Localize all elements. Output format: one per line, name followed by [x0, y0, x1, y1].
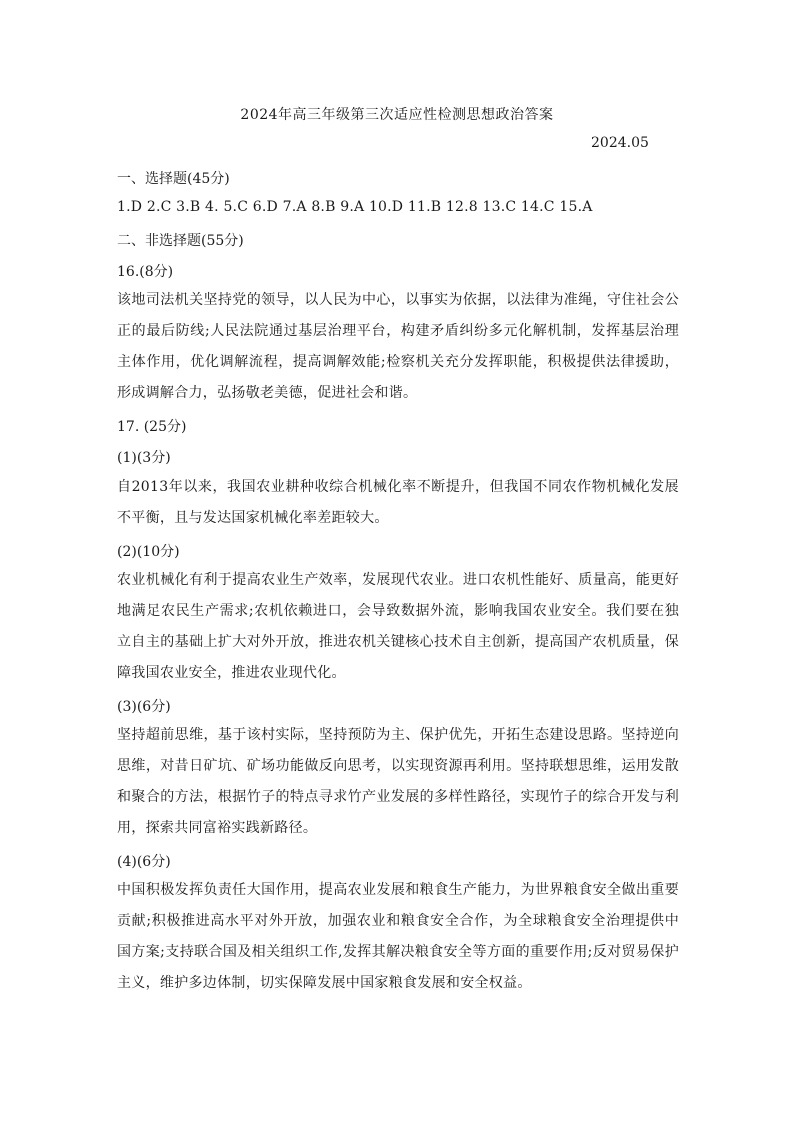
question-17-3-heading: (3)(6分): [117, 699, 171, 715]
section-2-heading: 二、非选择题(55分): [117, 233, 244, 249]
document-date: 2024.05: [591, 135, 649, 151]
question-16-answer: 该地司法机关坚持党的领导，以人民为中心，以事实为依据，以法律为准绳，守住社会公正的最后防线;人民法院通过基层治理平台，构建矛盾纠纷多元化解机制，发挥基层治理主体作用，优化调解流程，提高调解效能;检察机关充分发挥职能，积极提供法律援助，形成调解合力，弘扬敬老美德，促进社会和谐。: [117, 292, 679, 401]
question-17-4-answer: 中国积极发挥负责任大国作用，提高农业发展和粮食生产能力，为世界粮食安全做出重要贡献;积极推进高水平对外开放，加强农业和粮食安全合作，为全球粮食安全治理提供中国方案;支持联合国及相关组织工作,发挥其解决粮食安全等方面的重要作用;反对贸易保护主义，维护多边体制，切实保障发展中国家粮食发展和安全权益。: [117, 882, 679, 991]
question-17-heading: 17. (25分): [117, 419, 187, 435]
question-17-1-heading: (1)(3分): [117, 450, 171, 466]
question-17-1-answer: 自2013年以来，我国农业耕种收综合机械化率不断提升，但我国不同农作物机械化发展不平衡，且与发达国家机械化率差距较大。: [117, 479, 679, 526]
section-1-heading: 一、选择题(45分): [117, 171, 230, 187]
question-17-2-heading: (2)(10分): [117, 544, 180, 560]
document-title: 2024年高三年级第三次适应性检测思想政治答案: [240, 107, 554, 123]
question-17-4-heading: (4)(6分): [117, 854, 171, 870]
multiple-choice-answers: 1.D 2.C 3.B 4. 5.C 6.D 7.A 8.B 9.A 10.D 11.B 12.8 13.C 14.C 15.A: [117, 199, 593, 215]
question-16-heading: 16.(8分): [117, 264, 174, 280]
question-17-2-answer: 农业机械化有利于提高农业生产效率，发展现代农业。进口农机性能好、质量高，能更好地满足农民生产需求;农机依赖进口，会导致数据外流，影响我国农业安全。我们要在独立自主的基础上扩大对外开放，推进农机关键核心技术自主创新，提高国产农机质量，保障我国农业安全，推进农业现代化。: [117, 572, 679, 681]
question-17-3-answer: 坚持超前思维，基于该村实际，坚持预防为主、保护优先，开拓生态建设思路。坚持逆向思维，对昔日矿坑、矿场功能做反向思考，以实现资源再利用。坚持联想思维，运用发散和聚合的方法，根据竹子的特点寻求竹产业发展的多样性路径，实现竹子的综合开发与利用，探索共同富裕实践新路径。: [117, 727, 679, 836]
